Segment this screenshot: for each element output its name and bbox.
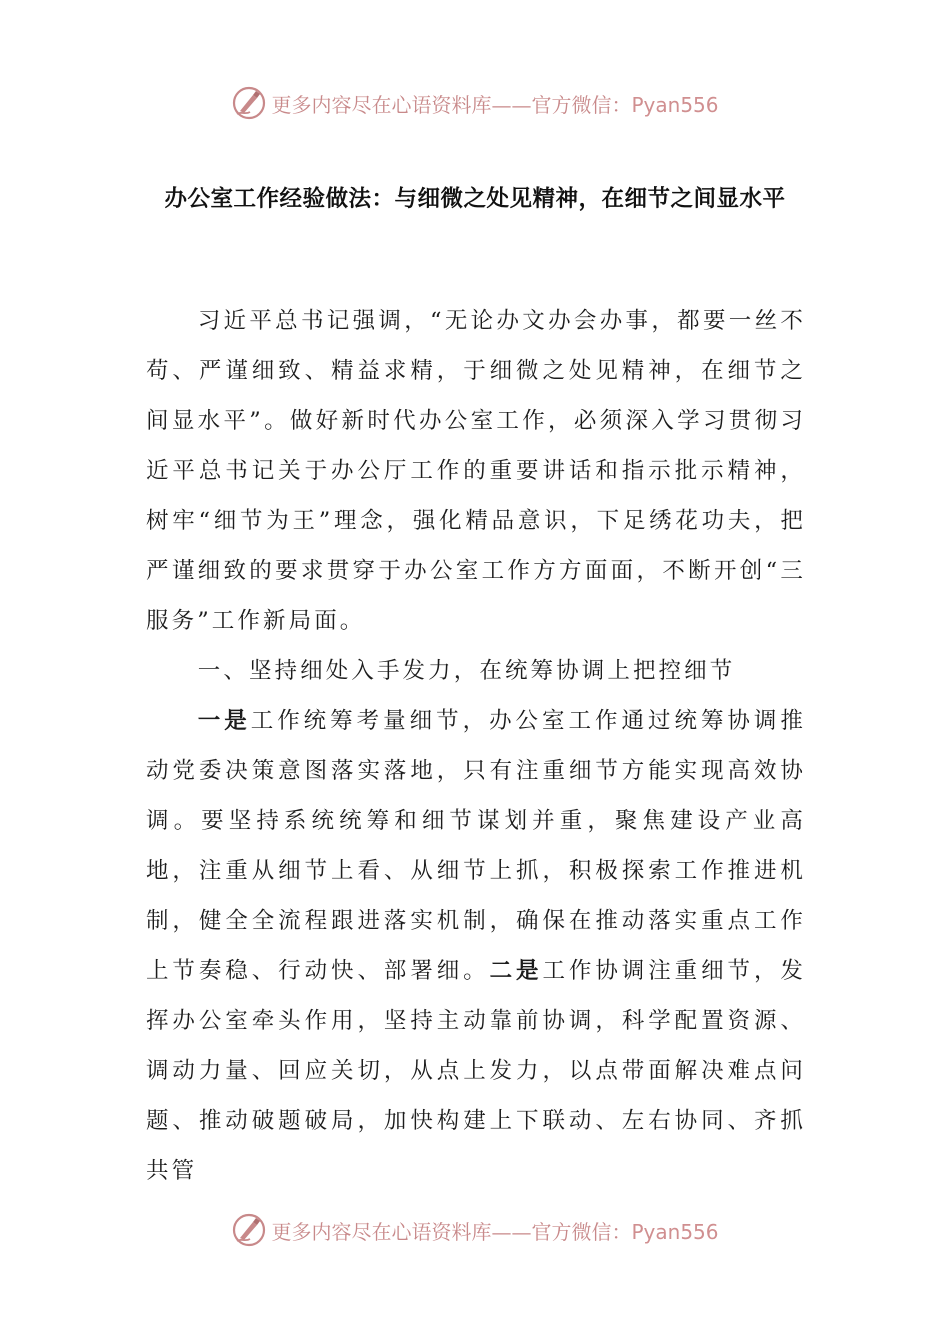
- document-body: [146, 296, 806, 1196]
- watermark-text: 更多内容尽在心语资料库——官方微信：Pyan556: [271, 1219, 719, 1244]
- point-text-2: 工作协调注重细节，发挥办公室牵头作用，坚持主动靠前协调，科学配置资源、调动力量、回应关切，从点上发力，以点带面解决难点问题、推动破题破局，加快构建上下联动、左右协同、齐抓共管: [146, 958, 806, 1184]
- point-lead-2: 二是: [489, 958, 543, 984]
- body-paragraph: [146, 696, 806, 1196]
- point-text-1: 工作统筹考量细节，办公室工作通过统筹协调推动党委决策意图落实落地，只有注重细节方能实现高效协调。要坚持系统统筹和细节谋划并重，聚焦建设产业高地，注重从细节上看、从细节上抓，积极探索工作推进机制，健全全流程跟进落实机制，确保在推动落实重点工作上节奏稳、行动快、部署细。: [146, 708, 806, 984]
- watermark-banner-bottom: [0, 1208, 950, 1252]
- pen-logo-icon: [231, 85, 267, 121]
- document-title: 办公室工作经验做法：与细微之处见精神，在细节之间显水平: [164, 186, 786, 212]
- watermark-text: 更多内容尽在心语资料库——官方微信：Pyan556: [271, 92, 719, 117]
- pen-logo-icon: [231, 1212, 267, 1248]
- point-lead-1: 一是: [197, 708, 251, 734]
- section-heading: 一、坚持细处入手发力，在统筹协调上把控细节: [197, 658, 736, 684]
- intro-paragraph: 习近平总书记强调，“无论办文办会办事，都要一丝不苟、严谨细致、精益求精，于细微之处见精神，在细节之间显水平”。做好新时代办公室工作，必须深入学习贯彻习近平总书记关于办公厅工作的重要讲话和指示批示精神，树牢“细节为王”理念，强化精品意识，下足绣花功夫，把严谨细致的要求贯穿于办公室工作方方面面，不断开创“三服务”工作新局面。: [146, 308, 806, 634]
- watermark-banner-top: [0, 81, 950, 125]
